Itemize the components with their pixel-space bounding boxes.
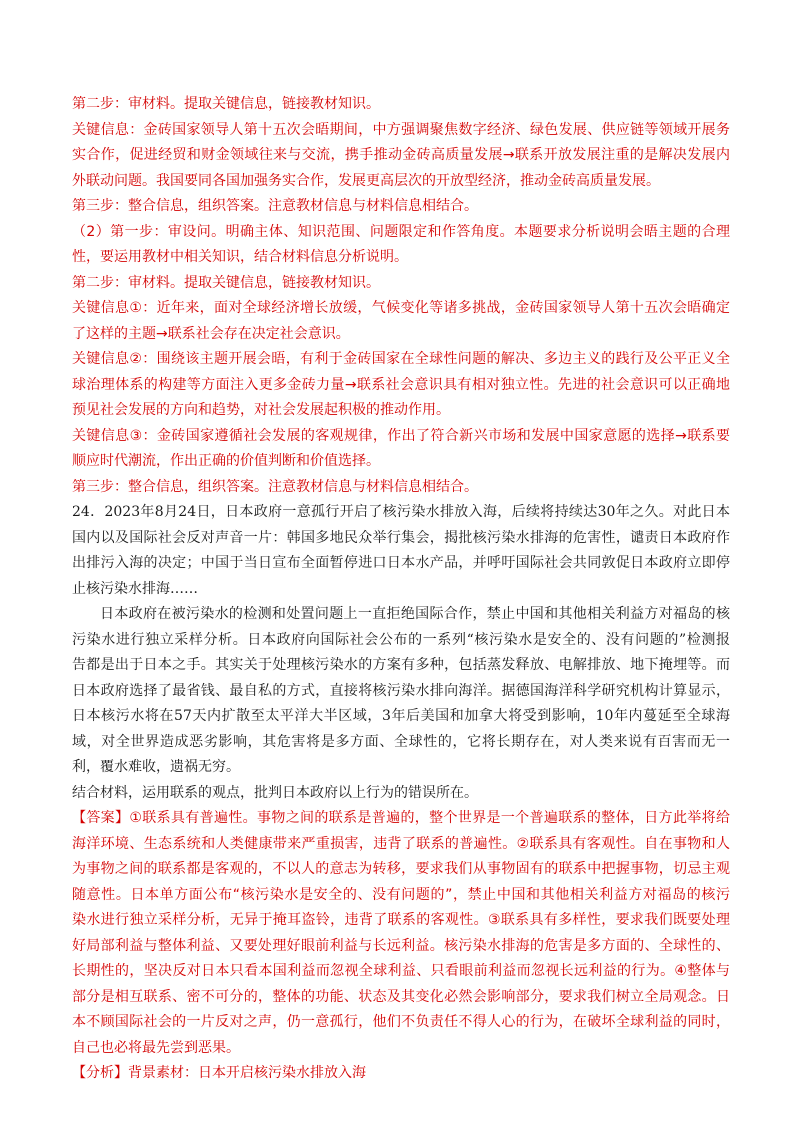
answer-line-first [72, 806, 730, 832]
question-line: 出排污入海的决定；中国于当日宣布全面暂停进口日本水产品，并呼吁国际社会共同敦促日本政府立即停 [72, 555, 730, 571]
material-paragraph [72, 602, 730, 781]
material-line: 利，覆水难收，遗祸无穷。 [72, 759, 240, 775]
text-line: 第三步：整合信息，组织答案。注意教材信息与材料信息相结合。 [72, 478, 478, 495]
text-line: 关键信息②：围绕该主题开展会晤，有利于金砖国家在全球性问题的解决、多边主义的践行及公平正义全 [72, 351, 730, 367]
analysis-line [72, 1061, 730, 1087]
material-line: 污染水进行独立采样分析。日本政府向国际社会公布的一系列“核污染水是安全的、没有问题的”检测报 [72, 631, 730, 648]
text-line: 性，要运用教材中相关知识，结合材料信息分析说明。 [72, 249, 408, 265]
text-line: 第二步：审材料。提取关键信息，链接教材知识。 [72, 274, 380, 291]
answer-line: 自己也必将最先尝到恶果。 [72, 1039, 240, 1056]
answer-line: 长期性的，坚决反对日本只看本国利益而忽视全球利益、只看眼前利益而忽视长远利益的行为。④整体与 [72, 963, 730, 979]
answer-text: ①联系具有普遍性。事物之间的联系是普遍的，整个世界是一个普遍联系的整体，日方此举将给 [129, 810, 730, 826]
text-line: 了这样的主题→联系社会存在决定社会意识。 [72, 325, 350, 342]
analysis-steps [72, 92, 730, 500]
answer-line: 好局部利益与整体利益、又要处理好眼前利益与长远利益。核污染水排海的危害是多方面的、全球性的、 [72, 937, 730, 954]
material-line: 域，对全世界造成恶劣影响，其危害将是多方面、全球性的，它将长期存在，对人类来说有百害而无一 [72, 733, 730, 750]
answer-line: 海洋环境、生态系统和人类健康带来严重损害，违背了联系的普遍性。②联系具有客观性。自在事物和人 [72, 835, 730, 852]
text-line: 外联动问题。我国要同各国加强务实合作，发展更高层次的开放型经济，推动金砖高质量发展。 [72, 172, 660, 189]
text-line: 实合作，促进经贸和财金领域往来与交流，携手推动金砖高质量发展→联系开放发展注重的是解决发展内 [72, 147, 730, 163]
answer-line: 本不顾国际社会的一片反对之声，仍一意孤行，他们不负责任不得人心的行为，在破坏全球利益的同时， [72, 1014, 730, 1030]
material-line: 告都是出于日本之手。其实关于处理核污染水的方案有多种，包括蒸发释放、电解排放、地下掩埋等。而 [72, 657, 730, 673]
question-line: 国内以及国际社会反对声音一片：韩国多地民众举行集会，揭批核污染水排海的危害性，谴责日本政府作 [72, 529, 730, 546]
document-body [72, 92, 730, 1087]
question-24 [72, 500, 730, 602]
answer-line: 随意性。日本单方面公布“核污染水是安全的、没有问题的”，禁止中国和其他相关利益方对福岛的核污 [72, 886, 730, 903]
question-line: 止核污染水排海…… [72, 580, 198, 597]
material-line: 日本政府选择了最省钱、最自私的方式，直接将核污染水排向海洋。据德国海洋科学研究机构计算显示， [72, 682, 730, 699]
text-line: 预见社会发展的方向和趋势，对社会发展起积极的推动作用。 [72, 402, 450, 418]
analysis-text: 背景素材：日本开启核污染水排放入海 [128, 1065, 366, 1081]
answer-line: 染水进行独立采样分析，无异于掩耳盗铃，违背了联系的客观性。③联系具有多样性，要求我们既要处理 [72, 912, 730, 928]
text-line: 关键信息③：金砖国家遵循社会发展的客观规律，作出了符合新兴市场和发展中国家意愿的选择→联系要 [72, 427, 730, 444]
text-line: 第二步：审材料。提取关键信息，链接教材知识。 [72, 96, 380, 112]
text-line: 关键信息：金砖国家领导人第十五次会晤期间，中方强调聚焦数字经济、绿色发展、供应链等领域开展务 [72, 121, 730, 138]
text-line: 第三步：整合信息，组织答案。注意教材信息与材料信息相结合。 [72, 198, 478, 214]
answer-tag: 【答案】 [72, 810, 130, 826]
question-prompt: 结合材料，运用联系的观点，批判日本政府以上行为的错误所在。 [72, 784, 478, 801]
text-line: 关键信息①：近年来，面对全球经济增长放缓，气候变化等诸多挑战，金砖国家领导人第十五次会晤确定 [72, 300, 730, 316]
answer-block [72, 806, 730, 1061]
answer-line: 部分是相互联系、密不可分的，整体的功能、状态及其变化必然会影响部分，要求我们树立全局观念。日 [72, 988, 730, 1005]
answer-line: 为事物之间的联系都是客观的，不以人的意志为转移，要求我们从事物固有的联系中把握事物，切忌主观 [72, 861, 730, 877]
text-line: （2）第一步：审设问。明确主体、知识范围、问题限定和作答角度。本题要求分析说明会晤主题的合理 [72, 223, 730, 240]
material-line: 日本政府在被污染水的检测和处置问题上一直拒绝国际合作，禁止中国和其他相关利益方对福岛的核 [100, 606, 730, 622]
analysis-tag: 【分析】 [72, 1065, 128, 1081]
material-line: 日本核污水将在57天内扩散至太平洋大半区域，3年后美国和加拿大将受到影响，10年内蔓延至全球海 [72, 708, 730, 724]
text-line: 顺应时代潮流，作出正确的价值判断和价值选择。 [72, 453, 380, 469]
text-line: 球治理体系的构建等方面注入更多金砖力量→联系社会意识具有相对独立性。先进的社会意识可以正确地 [72, 376, 730, 393]
question-line: 24．2023年8月24日，日本政府一意孤行开启了核污染水排放入海，后续将持续达30年之久。对此日本 [72, 504, 730, 520]
